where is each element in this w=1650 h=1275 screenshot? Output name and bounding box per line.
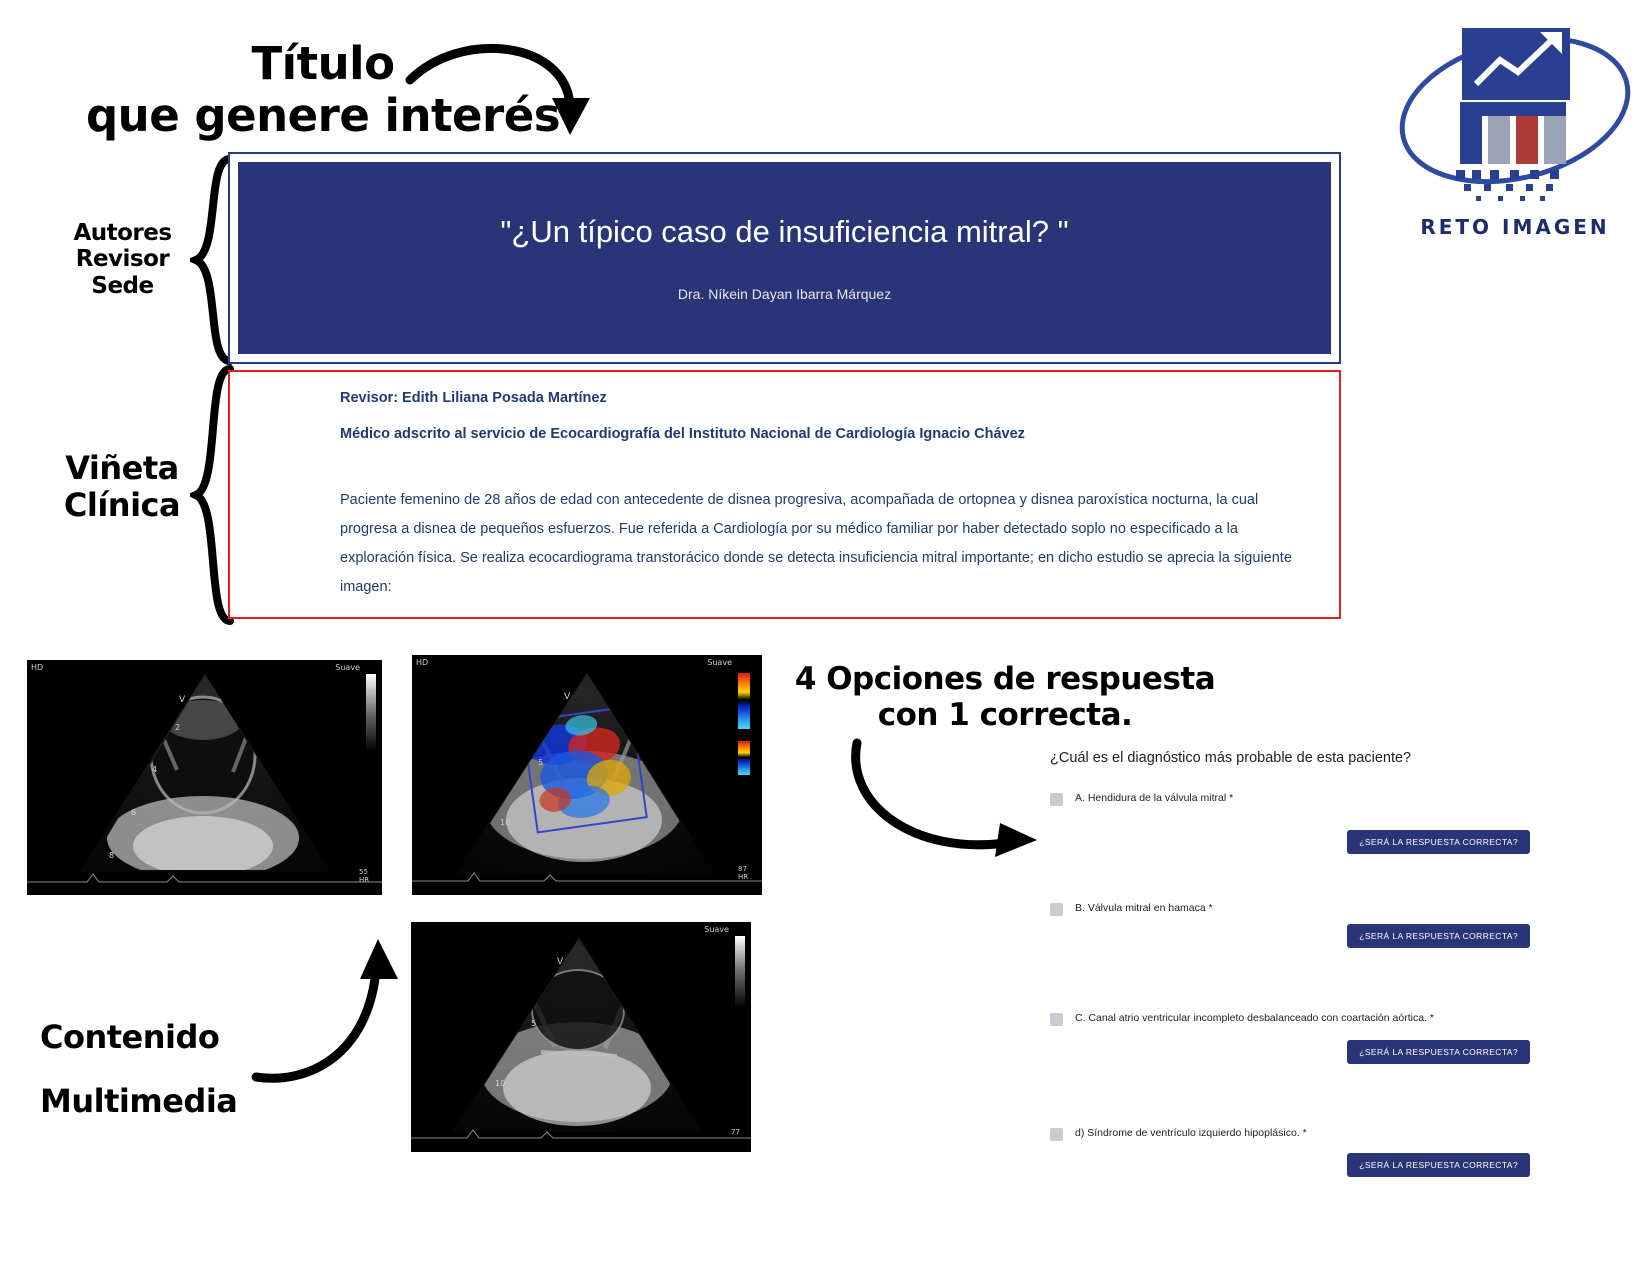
answer-button-a[interactable]: ¿SERÁ LA RESPUESTA CORRECTA? — [1347, 830, 1530, 854]
annotation-options-line2: con 1 correcta. — [877, 696, 1133, 733]
page-title: "¿Un típico caso de insuficiencia mitral? " — [500, 214, 1069, 249]
svg-text:6: 6 — [131, 808, 137, 817]
svg-text:V: V — [179, 695, 186, 705]
svg-text:5: 5 — [531, 1019, 537, 1028]
arrow-multimedia-icon — [248, 935, 418, 1090]
clinical-vignette-card — [228, 370, 1341, 619]
svg-text:10: 10 — [500, 818, 511, 827]
echo1-preset-label: Suave — [335, 663, 360, 672]
svg-text:V: V — [557, 957, 564, 967]
svg-text:V: V — [564, 692, 571, 702]
option-row-d[interactable] — [1050, 1127, 1530, 1217]
svg-text:HR: HR — [359, 876, 370, 884]
svg-text:55: 55 — [359, 868, 368, 876]
answer-button-b[interactable]: ¿SERÁ LA RESPUESTA CORRECTA? — [1347, 924, 1530, 948]
title-slide-card — [228, 152, 1341, 364]
echo1-mode-label: HD — [31, 663, 44, 672]
annotation-options — [780, 662, 1230, 733]
logo-text: RETO IMAGEN — [1420, 215, 1610, 239]
title-author: Dra. Níkein Dayan Ibarra Márquez — [677, 286, 892, 302]
annotation-title-line1: Título — [251, 37, 395, 90]
svg-text:HR: HR — [738, 873, 749, 881]
annotation-multimedia-line1: Contenido — [40, 1018, 220, 1056]
svg-text:87: 87 — [738, 865, 747, 873]
annotation-authors-line3: Sede — [91, 272, 154, 299]
svg-text:4: 4 — [152, 765, 158, 774]
option-b-checkbox[interactable] — [1050, 903, 1063, 916]
svg-text:8: 8 — [109, 851, 115, 860]
arrow-options-icon — [845, 735, 1085, 875]
annotation-vineta-line1: Viñeta — [65, 449, 179, 487]
option-b-label: B. Válvula mitral en hamaca * — [1075, 902, 1213, 914]
option-row-b[interactable] — [1050, 902, 1530, 1002]
annotation-authors-line2: Revisor — [75, 246, 170, 273]
annotation-authors — [40, 220, 205, 299]
annotation-authors-line1: Autores — [73, 220, 172, 246]
option-c-checkbox[interactable] — [1050, 1013, 1063, 1026]
reviewer-name: Revisor: Edith Liliana Posada Martínez — [340, 390, 607, 406]
option-d-label: d) Síndrome de ventrículo izquierdo hipoplásico. * — [1075, 1127, 1307, 1139]
echo-image-2d-apical — [27, 660, 382, 895]
svg-text:77: 77 — [731, 1128, 740, 1136]
title-slide-inner — [238, 162, 1331, 354]
annotation-title-line2: que genere interés — [85, 88, 561, 142]
option-row-a[interactable] — [1050, 792, 1530, 892]
question-text: ¿Cuál es el diagnóstico más probable de esta paciente? — [1050, 750, 1412, 766]
svg-text:2: 2 — [175, 723, 181, 732]
option-a-label: A. Hendidura de la válvula mitral * — [1075, 792, 1234, 804]
answer-options-panel — [1050, 750, 1530, 1220]
answer-button-d[interactable]: ¿SERÁ LA RESPUESTA CORRECTA? — [1347, 1153, 1530, 1177]
echo2-mode-label: HD — [416, 658, 429, 667]
option-row-c[interactable] — [1050, 1012, 1530, 1117]
brand-logo — [1390, 10, 1640, 255]
vignette-body-text: Paciente femenino de 28 años de edad con antecedente de disnea progresiva, acompañada de ortopnea y disnea paroxística nocturna, la cual progresa a disnea de pequeños esfuerzos. Fue referida a Cardiología por su médico familiar por haber detectado soplo no especificado a la exploración física. Se realiza ecocardiograma transtorácico donde se detecta insuficiencia mitral importante; en dicho estudio se aprecia la siguiente imagen: — [340, 492, 1292, 595]
echo1-sector-graphic — [27, 660, 382, 895]
option-c-label: C. Canal atrio ventricular incompleto desbalanceado con coartación aórtica. * — [1075, 1012, 1434, 1024]
echo2-preset-label: Suave — [707, 658, 732, 667]
echo3-preset-label: Suave — [704, 925, 729, 934]
answer-button-c[interactable]: ¿SERÁ LA RESPUESTA CORRECTA? — [1347, 1040, 1530, 1064]
echo3-sector-graphic — [411, 922, 751, 1152]
annotation-options-line1: 4 Opciones de respuesta — [794, 661, 1216, 697]
arrow-title-icon — [400, 30, 630, 150]
annotation-vineta-line2: Clínica — [63, 485, 181, 524]
echo2-sector-graphic — [412, 655, 762, 895]
option-d-checkbox[interactable] — [1050, 1128, 1063, 1141]
option-a-checkbox[interactable] — [1050, 793, 1063, 806]
annotation-vineta — [32, 450, 212, 524]
annotation-multimedia-line2: Multimedia — [40, 1082, 238, 1120]
echo-image-color-doppler — [412, 655, 762, 895]
echo-image-four-chamber — [411, 922, 751, 1152]
reviewer-affiliation: Médico adscrito al servicio de Ecocardiografía del Instituto Nacional de Cardiología Ignacio Chávez — [340, 426, 1025, 442]
logo-mark-icon — [1390, 10, 1640, 220]
svg-text:5: 5 — [538, 758, 544, 767]
svg-text:10: 10 — [495, 1079, 506, 1088]
